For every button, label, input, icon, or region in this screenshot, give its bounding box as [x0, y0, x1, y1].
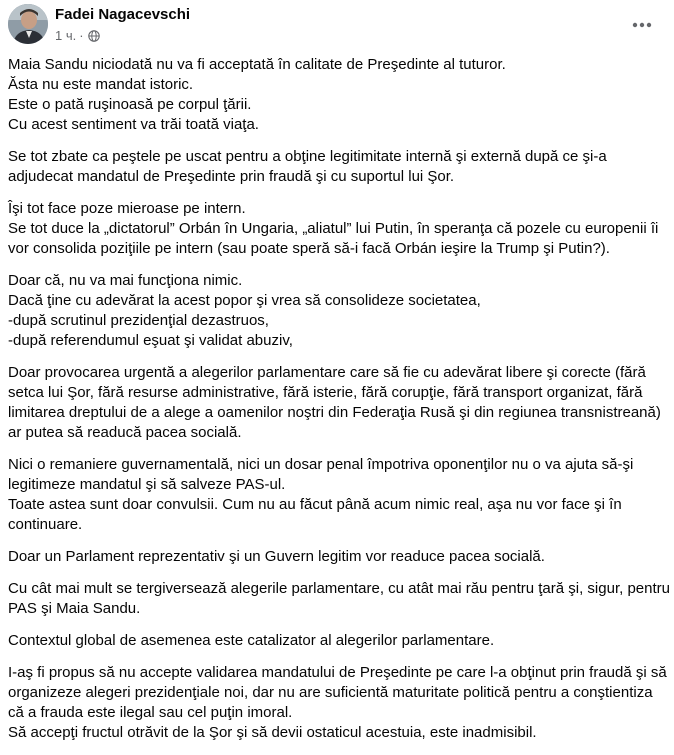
- post-paragraph: [8, 199, 672, 259]
- post-paragraph: [8, 271, 672, 351]
- post-text-line: Cu acest sentiment va trăi toată viaţa.: [8, 116, 259, 133]
- post-text-line: Îşi tot face poze mieroase pe intern.: [8, 200, 246, 217]
- post-text-line: PAS şi Maia Sandu.: [8, 600, 141, 617]
- post-text-line: Doar că, nu va mai funcţiona nimic.: [8, 272, 243, 289]
- post-meta: [55, 28, 100, 44]
- avatar-photo: [8, 4, 48, 44]
- post-text-line: ar putea să readucă pacea socială.: [8, 424, 242, 441]
- post-text-line: Cu cât mai mult se tergiversează alegerile parlamentare, cu atât mai rău pentru ţară şi, sigur, pentru: [8, 580, 670, 597]
- post-text-line: setca lui Şor, fără resurse administrative, fără isterie, fără corupţie, fără transport organizat, fără: [8, 384, 643, 401]
- post-text-line: Este o pată ruşinoasă pe corpul ţării.: [8, 96, 252, 113]
- post-text-line: Dacă ţine cu adevărat la acest popor şi vrea să consolideze societatea,: [8, 292, 481, 309]
- post-text-line: organizeze alegeri prezidenţiale noi, dar nu are suficientă maturitate politică pentru a conştientiza: [8, 684, 653, 701]
- post-text-line: Se tot zbate ca peştele pe uscat pentru a obţine legitimitate internă şi externă după ce şi-a: [8, 148, 607, 165]
- avatar[interactable]: [8, 4, 48, 44]
- globe-icon[interactable]: [88, 30, 100, 42]
- post-text-line: -după referendumul eşuat şi validat abuziv,: [8, 332, 293, 349]
- post-text-line: Contextul global de asemenea este catalizator al alegerilor parlamentare.: [8, 632, 495, 649]
- post-paragraph: [8, 663, 672, 743]
- post-text-line: adjudecat mandatul de Preşedinte prin fraudă şi cu suportul lui Şor.: [8, 168, 455, 185]
- post-text-line: Toate astea sunt doar convulsii. Cum nu au făcut până acum nimic real, aşa nu vor face şi în: [8, 496, 622, 513]
- post-paragraph: [8, 55, 672, 135]
- post-text-line: Doar provocarea urgentă a alegerilor parlamentare care să fie cu adevărat libere şi corecte (fără: [8, 364, 646, 381]
- post-text-line: Nici o remaniere guvernamentală, nici un dosar penal împotriva oponenţilor nu o va ajuta să-şi: [8, 456, 634, 473]
- post-paragraph: [8, 631, 672, 651]
- post-text-line: Ăsta nu este mandat istoric.: [8, 76, 194, 93]
- post-paragraph: [8, 363, 672, 443]
- post-text-line: vor consolida poziţiile pe intern (sau poate speră să-i facă Orbán ieşire la Trump şi Putin?).: [8, 240, 610, 257]
- more-options-icon[interactable]: [628, 14, 656, 36]
- post-text-line: Doar un Parlament reprezentativ şi un Guvern legitim vor readuce pacea socială.: [8, 548, 545, 565]
- meta-separator: ·: [79, 28, 84, 43]
- post-paragraph: [8, 547, 672, 567]
- post-paragraph: [8, 147, 672, 187]
- post-body: [8, 55, 672, 755]
- post-text-line: limitarea dreptului de a alege a oamenilor noştri din Federaţia Rusă şi din regiunea transnistreană): [8, 404, 661, 421]
- post-author-name[interactable]: Fadei Nagacevschi: [55, 6, 191, 23]
- post-text-line: legitimeze mandatul şi să salveze PAS-ul.: [8, 476, 286, 493]
- post-text-line: -după scrutinul prezidenţial dezastruos,: [8, 312, 269, 329]
- post-text-line: Să accepţi fructul otrăvit de la Şor şi să devii ostaticul acestuia, este inadmisibil.: [8, 724, 537, 741]
- post-text-line: Se tot duce la „dictatorul” Orbán în Ungaria, „aliatul” lui Putin, în speranţa că pozele cu europenii îi: [8, 220, 659, 237]
- post-timestamp[interactable]: 1 ч.: [55, 28, 77, 43]
- post-text-line: că a frauda este ilegal sau cel puţin imoral.: [8, 704, 293, 721]
- post-header: [8, 4, 674, 48]
- post-text-line: Maia Sandu niciodată nu va fi acceptată în calitate de Preşedinte al tuturor.: [8, 56, 506, 73]
- post-paragraph: [8, 579, 672, 619]
- post-paragraph: [8, 455, 672, 535]
- post-text-line: I-aş fi propus să nu accepte validarea mandatului de Preşedinte pe care l-a obţinut prin fraudă şi să: [8, 664, 667, 681]
- post-text-line: continuare.: [8, 516, 83, 533]
